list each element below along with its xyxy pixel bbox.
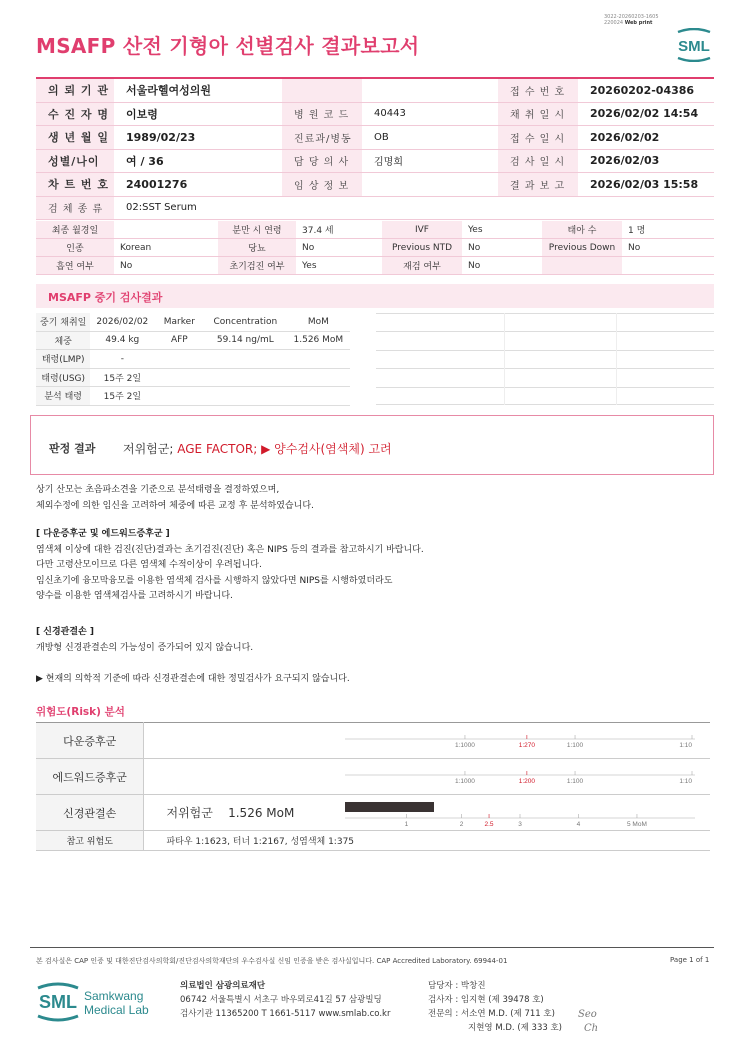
measurement-cell: 1.526 MoM [286, 331, 350, 350]
info-label: 접 수 일 시 [498, 126, 578, 150]
lab-org: 의료법인 삼광의료재단 [180, 981, 266, 991]
clinical-row [36, 221, 714, 239]
risk-row [36, 759, 710, 795]
info-value: 40443 [362, 102, 498, 126]
print-code-line1: 3022-20260203-1605 [604, 14, 659, 20]
info-label: 임 상 정 보 [282, 173, 362, 197]
report-title: MSAFP 산전 기형아 선별검사 결과보고서 [36, 34, 420, 58]
clinical-label: 인종 [36, 239, 114, 257]
measurement-row [36, 331, 350, 350]
risk-scale-svg [345, 760, 709, 790]
risk-tick-label: 1:10 [679, 778, 692, 785]
staff-manager: 담당자 : 박창진 [428, 981, 486, 991]
clinical-value: Yes [462, 221, 542, 239]
clinical-value: No [114, 257, 218, 275]
note-down-edwards [36, 527, 424, 605]
empty-grid [376, 313, 714, 405]
staff-tester: 검사자 : 임지현 (제 39478 호) [428, 995, 544, 1005]
risk-tick-label: 3 [518, 821, 522, 826]
signatures [578, 1008, 598, 1036]
risk-tick-label: 1:10 [679, 742, 692, 749]
print-code-line2: 220024 [604, 20, 624, 26]
risk-bar [345, 802, 434, 812]
note-line: 다만 고령산모이므로 다른 염색체 수적이상이 우려됩니다. [36, 560, 262, 570]
staff-specialist: 전문의 : 서소연 M.D. (제 711 호) [428, 1009, 555, 1019]
clinical-value: Korean [114, 239, 218, 257]
info-label: 접 수 번 호 [498, 78, 578, 102]
measurement-cell: 태령(USG) [36, 368, 90, 387]
risk-reference-row [36, 831, 710, 851]
lab-contact: 검사기관 11365200 T 1661-5117 www.smlab.co.kr [180, 1009, 391, 1019]
measurement-table [36, 313, 350, 406]
info-row [36, 173, 714, 197]
clinical-info-table [36, 221, 714, 275]
risk-scale [344, 723, 710, 759]
measurement-cell: 15주 2일 [90, 387, 154, 406]
risk-scale [344, 795, 710, 831]
note-analysis [36, 483, 314, 514]
risk-label: 에드워드증후군 [36, 759, 144, 795]
sml-logo [674, 28, 714, 66]
info-label: 검 사 일 시 [498, 149, 578, 173]
risk-reference-value: 파타우 1:1623, 터너 1:2167, 성염색체 1:375 [144, 831, 710, 851]
risk-tick-label: 1:1000 [455, 778, 475, 785]
risk-label: 다운증후군 [36, 723, 144, 759]
risk-tick-label: 2.5 [484, 821, 494, 826]
info-value: 2026/02/02 14:54 [578, 102, 714, 126]
clinical-row [36, 239, 714, 257]
measurement-row [36, 350, 350, 369]
info-value: 24001276 [114, 173, 282, 197]
info-value: 서울라헬여성의원 [114, 78, 282, 102]
measurement-header-cell: 2026/02/02 [90, 313, 154, 331]
info-value: 2026/02/02 [578, 126, 714, 150]
measurement-cell: AFP [154, 331, 204, 350]
risk-tick-label: 1:200 [518, 778, 536, 785]
risk-table [36, 722, 710, 851]
cert-text: 본 검사실은 CAP 인증 및 대한진단검사의학회/진단검사의학재단의 우수검사실 신임 인증을 받은 검사실입니다. CAP Accredited Laboratory. 69944-01 [36, 957, 508, 965]
judgement-value [123, 440, 392, 457]
measurement-cell: 59.14 ng/mL [204, 331, 286, 350]
note-line: 체외수정에 의한 임신을 고려하여 체중에 따른 교정 후 분석하였습니다. [36, 500, 314, 511]
info-label: 수 진 자 명 [36, 102, 114, 126]
measurement-row [36, 387, 350, 406]
clinical-label: 태아 수 [542, 221, 622, 239]
patient-info-table [36, 77, 714, 220]
staff-specialist-2: 지현영 M.D. (제 333 호) [468, 1023, 563, 1033]
clinical-value: No [462, 257, 542, 275]
clinical-label: 최종 월경일 [36, 221, 114, 239]
measurement-header-cell: Marker [154, 313, 204, 331]
measurement-cell [204, 387, 286, 406]
measurement-cell [154, 387, 204, 406]
footer-divider [30, 947, 714, 948]
risk-value [144, 723, 344, 759]
info-value: 여 / 36 [114, 149, 282, 173]
info-row [36, 149, 714, 173]
risk-reference-label: 참고 위험도 [36, 831, 144, 851]
note-heading: [ 신경관결손 ] [36, 627, 94, 637]
section-title: MSAFP 중기 검사결과 [48, 291, 163, 304]
measurement-cell [154, 350, 204, 369]
measurement-header [36, 313, 350, 331]
sml-logo-text: SML [678, 38, 710, 55]
clinical-value: Yes [296, 257, 382, 275]
measurement-row [36, 368, 350, 387]
info-value: 20260202-04386 [578, 78, 714, 102]
signature-2: Ch [584, 1023, 599, 1034]
note-line: 염색체 이상에 대한 검진(진단)결과는 초기검진(진단) 혹은 NIPS 등의 결과를 참고하시기 바랍니다. [36, 544, 424, 555]
risk-scale-svg [345, 724, 709, 754]
note-line: 상기 산모는 초음파소견을 기준으로 분석태령을 결정하였으며, [36, 485, 280, 495]
note-line: 임신초기에 융모막융모를 이용한 염색체 검사를 시행하지 않았다면 NIPS를 시행하였더라도 [36, 575, 393, 586]
clinical-row [36, 257, 714, 275]
clinical-label [542, 257, 622, 275]
risk-tick-label: 4 [576, 821, 581, 826]
info-label: 의 뢰 기 관 [36, 78, 114, 102]
measurement-cell [204, 368, 286, 387]
judgement-recommendation: AGE FACTOR; ▶ 양수검사(염색체) 고려 [177, 442, 392, 456]
page-number: Page 1 of 1 [670, 956, 710, 964]
print-mode: Web print [624, 20, 653, 26]
measurement-cell: 체중 [36, 331, 90, 350]
clinical-label: IVF [382, 221, 462, 239]
clinical-value [114, 221, 218, 239]
measurement-header-cell: Concentration [204, 313, 286, 331]
clinical-value [622, 257, 714, 275]
specimen-label: 검 체 종 류 [36, 196, 114, 220]
info-value [362, 173, 498, 197]
risk-tick-label: 1:1000 [455, 742, 475, 749]
note-ntd [36, 625, 253, 656]
info-label: 담 당 의 사 [282, 149, 362, 173]
info-value [362, 78, 498, 102]
info-label: 성별/나이 [36, 149, 114, 173]
judgement-label: 판정 결과 [49, 442, 96, 455]
note-conclusion: ▶ 현재의 의학적 기준에 따라 신경관결손에 대한 정밀검사가 요구되지 않습니다. [36, 674, 350, 684]
info-value: 김명희 [362, 149, 498, 173]
lab-address: 06742 서울특별시 서초구 바우뫼로41길 57 삼광빌딩 [180, 995, 382, 1005]
info-label: 병 원 코 드 [282, 102, 362, 126]
clinical-value: No [296, 239, 382, 257]
clinical-value: No [622, 239, 714, 257]
risk-row [36, 723, 710, 759]
clinical-label: 분만 시 연령 [218, 221, 296, 239]
measurement-cell [286, 387, 350, 406]
info-value: 1989/02/23 [114, 126, 282, 150]
judgement-prefix: 저위험군; [123, 442, 174, 456]
risk-label: 신경관결손 [36, 795, 144, 831]
judgement-box [30, 415, 714, 475]
risk-tick-label: 1:100 [566, 742, 584, 749]
section-header [36, 284, 714, 308]
info-label: 생 년 월 일 [36, 126, 114, 150]
risk-value [144, 759, 344, 795]
info-label: 채 취 일 시 [498, 102, 578, 126]
measurement-cell [286, 368, 350, 387]
clinical-label: 흡연 여부 [36, 257, 114, 275]
risk-tick-label: 5 MoM [627, 821, 647, 826]
lab-name-1: Samkwang [84, 989, 144, 1003]
clinical-label: 재검 여부 [382, 257, 462, 275]
measurement-cell: 태령(LMP) [36, 350, 90, 369]
clinical-label: Previous Down [542, 239, 622, 257]
signature-1: Seo [578, 1009, 597, 1020]
risk-scale-svg [345, 796, 709, 826]
info-row [36, 102, 714, 126]
risk-tick-label: 2 [459, 821, 464, 826]
lab-name-2: Medical Lab [84, 1003, 149, 1017]
lab-address-block [180, 979, 390, 1021]
measurement-header-cell: 중기 채취일 [36, 313, 90, 331]
risk-row [36, 795, 710, 831]
risk-tick-label: 1:100 [566, 778, 584, 785]
staff-block [428, 979, 562, 1035]
info-label [282, 78, 362, 102]
info-value: 2026/02/03 15:58 [578, 173, 714, 197]
info-label: 진료과/병동 [282, 126, 362, 150]
info-row [36, 196, 714, 220]
info-row [36, 126, 714, 150]
clinical-label: 당뇨 [218, 239, 296, 257]
clinical-value: 37.4 세 [296, 221, 382, 239]
risk-tick-label: 1 [404, 821, 409, 826]
lab-logo [36, 980, 156, 1028]
measurement-header-cell: MoM [286, 313, 350, 331]
info-value: OB [362, 126, 498, 150]
info-value: 이보령 [114, 102, 282, 126]
info-label: 차 트 번 호 [36, 173, 114, 197]
measurement-cell: 49.4 kg [90, 331, 154, 350]
risk-scale [344, 759, 710, 795]
lab-logo-mark: SML [39, 992, 77, 1012]
risk-value: 저위험군 1.526 MoM [144, 795, 344, 831]
risk-title: 위험도(Risk) 분석 [36, 706, 125, 718]
clinical-value: 1 명 [622, 221, 714, 239]
specimen-value: 02:SST Serum [114, 196, 714, 220]
print-code [604, 14, 659, 26]
note-heading: [ 다운증후군 및 에드워드증후군 ] [36, 529, 170, 539]
clinical-value: No [462, 239, 542, 257]
risk-tick-label: 1:270 [518, 742, 536, 749]
measurement-cell [286, 350, 350, 369]
info-value: 2026/02/03 [578, 149, 714, 173]
measurement-cell: 분석 태령 [36, 387, 90, 406]
measurement-cell: 15주 2일 [90, 368, 154, 387]
info-row [36, 78, 714, 102]
note-line: 개방형 신경관결손의 가능성이 증가되어 있지 않습니다. [36, 642, 254, 653]
measurement-cell [154, 368, 204, 387]
note-line: 양수를 이용한 염색체검사를 고려하시기 바랍니다. [36, 591, 233, 601]
clinical-label: Previous NTD [382, 239, 462, 257]
measurement-cell: - [90, 350, 154, 369]
clinical-label: 초기검진 여부 [218, 257, 296, 275]
measurement-cell [204, 350, 286, 369]
info-label: 결 과 보 고 [498, 173, 578, 197]
